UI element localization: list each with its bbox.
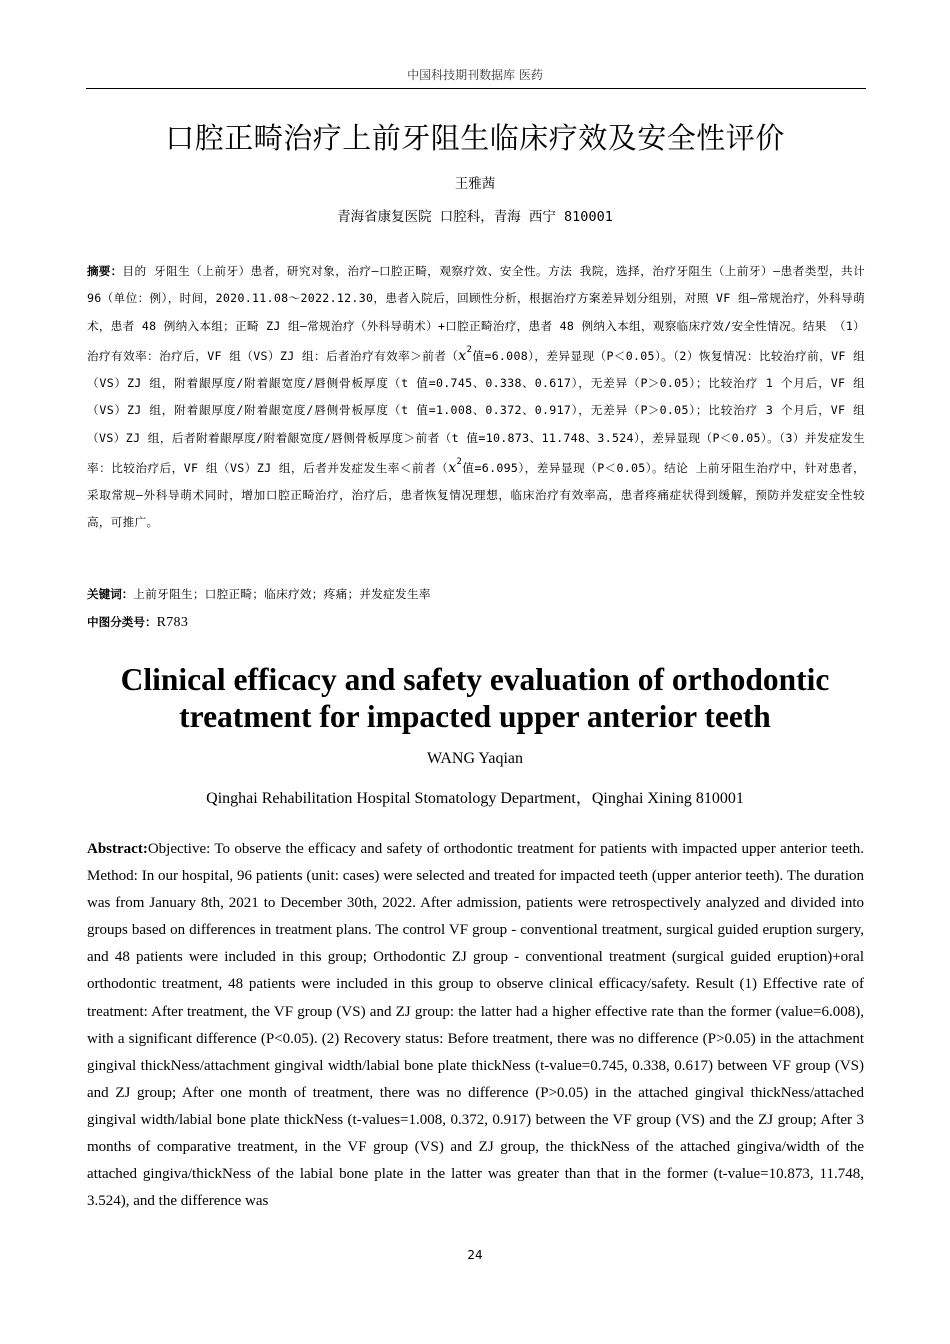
cn-title: 口腔正畸治疗上前牙阻生临床疗效及安全性评价 — [165, 121, 785, 155]
page-number: 24 — [467, 1248, 483, 1262]
cn-abstract-label: 摘要： — [87, 264, 123, 278]
en-title — [0, 661, 950, 735]
chi-square-power: 2 — [466, 344, 473, 355]
en-abstract — [87, 836, 864, 1215]
classification-label: 中图分类号： — [87, 615, 157, 629]
keywords-text: 上前牙阻生；口腔正畸；临床疗效；疼痛；并发症发生率 — [133, 587, 431, 601]
cn-keywords — [87, 586, 865, 602]
chi-square-symbol: x — [458, 347, 467, 364]
en-title-line-2: treatment for impacted upper anterior teeth — [179, 699, 771, 734]
cn-author: 王雅茜 — [454, 176, 496, 192]
en-author: WANG Yaqian — [427, 750, 523, 767]
running-head: 中国科技期刊数据库 医药 — [407, 68, 543, 82]
classification-code: R783 — [156, 615, 189, 630]
cn-abstract-text-1: 目的 牙阻生（上前牙）患者，研究对象，治疗—口腔正畸，观察疗效、安全性。方法 我院，选择，治疗牙阻生（上前牙）—患者类型，共计 96（单位：例），时间，2020.11.08～2022.12.30，患者入院后，回顾性分析，根据治疗方案差异划分组别，对照 VF 组—常规治疗，外科导萌术，患者 48 例纳入本组；正畸 ZJ 组—常规治疗（外科导萌术）+口腔正畸治疗，患者 48 例纳入本组，观察临床疗效/安全性情况。结果 （1）治疗有效率：治疗后，VF 组（VS）ZJ 组：后者治疗有效率＞前者（ — [87, 264, 865, 363]
cn-abstract — [87, 258, 865, 537]
en-affiliation: Qinghai Rehabilitation Hospital Stomatology Department，Qinghai Xining 810001 — [206, 790, 744, 807]
en-title-line-1: Clinical efficacy and safety evaluation of orthodontic — [120, 662, 830, 697]
chi-square-symbol-2: x — [448, 459, 457, 476]
cn-affiliation: 青海省康复医院 口腔科，青海 西宁 810001 — [337, 209, 613, 225]
cn-classification — [87, 614, 865, 631]
en-abstract-label: Abstract: — [87, 841, 148, 857]
en-abstract-text: Objective: To observe the efficacy and safety of orthodontic treatment for patients with impacted upper anterior teeth. Method: In our hospital, 96 patients (unit: cases) were selected and treated for impacted teeth (upper anterior teeth). The duration was from January 8th, 2021 to December 30th, 2022. After admission, patients were retrospectively analyzed and divided into groups based on differences in treatment plans. The control VF group - conventional treatment, surgical guided eruption surgery, and 48 patients were included in this group; Orthodontic ZJ group - conventional treatment (surgical guided eruption)+oral orthodontic treatment, 48 patients were included in this group to observe clinical efficacy/safety. Result (1) Effective rate of treatment: After treatment, the VF group (VS) and ZJ group: the latter had a higher effective rate than the former (value=6.008), with a significant difference (P<0.05). (2) Recovery status: Before treatment, there was no difference (P>0.05) in the attachment gingival thickNess/attachment gingival width/labial bone plate thickNess (t-value=0.745, 0.338, 0.617) between VF group (VS) and ZJ group; After one month of treatment, there was no difference (P>0.05) in the attached gingival thickNess/attached gingival width/labial bone plate thickNess (t-values=1.008, 0.372, 0.917) between the VF group (VS) and the ZJ group; After 3 months of comparative treatment, in the VF group (VS) and ZJ group, the thickNess of the attached gingiva/width of the attached gingiva/thickNess of the labial bone plate in the latter was greater than that in the former (t-value=10.873, 11.748, 3.524), and the difference was — [87, 841, 864, 1210]
header-rule — [86, 88, 866, 89]
chi-square-power-2: 2 — [456, 456, 463, 467]
keywords-label: 关键词： — [87, 587, 134, 601]
cn-abstract-text-2: 值=6.008），差异显现（P＜0.05）。（2）恢复情况：比较治疗前，VF 组（VS）ZJ 组，附着龈厚度/附着龈宽度/唇侧骨板厚度（t 值=0.745、0.338、0.617），无差异（P＞0.05）；比较治疗 1 个月后，VF 组（VS）ZJ 组，附着龈厚度/附着龈宽度/唇侧骨板厚度（t 值=1.008、0.372、0.917），无差异（P＞0.05）；比较治疗 3 个月后，VF 组（VS）ZJ 组，后者附着龈厚度/附着龈宽度/唇侧骨板厚度＞前者（t 值=10.873、11.748、3.524），差异显现（P＜0.05）。（3）并发症发生率：比较治疗后，VF 组（VS）ZJ 组，后者并发症发生率＜前者（ — [87, 348, 865, 475]
cn-abstract-text-3: 值=6.095），差异显现（P＜0.05）。结论 上前牙阻生治疗中，针对患者，采取常规—外科导萌术同时，增加口腔正畸治疗，治疗后，患者恢复情况理想，临床治疗有效率高，患者疼痛症状得到缓解，预防并发症安全性较高，可推广。 — [87, 460, 865, 530]
